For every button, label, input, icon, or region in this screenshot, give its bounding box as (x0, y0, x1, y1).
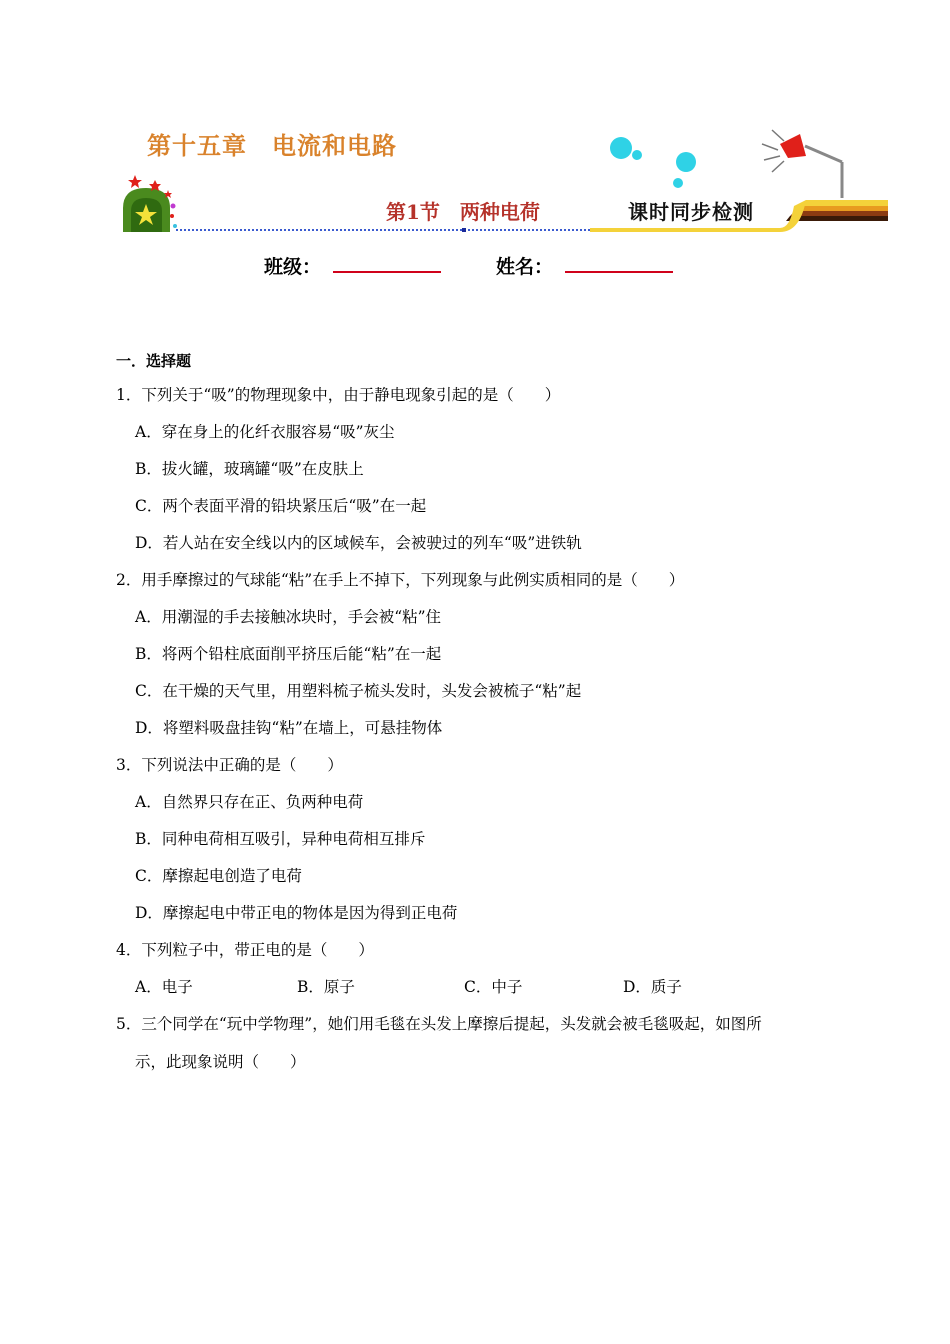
question-1-option-c: C．两个表面平滑的铅块紧压后“吸”在一起 (135, 497, 427, 515)
question-4-stem: 4．下列粒子中，带正电的是（ ） (116, 941, 374, 959)
question-4-option-c: C．中子 (464, 978, 523, 996)
name-field[interactable] (565, 271, 673, 273)
question-4-option-b: B．原子 (297, 978, 355, 996)
chapter-title: 第十五章 电流和电路 (147, 131, 397, 160)
question-4-option-d: D．质子 (623, 978, 682, 996)
bubble-icon (676, 152, 696, 172)
question-2-option-c: C．在干燥的天气里，用塑料梳子梳头发时，头发会被梳子“粘”起 (135, 682, 582, 700)
question-3-option-a: A．自然界只存在正、负两种电荷 (135, 793, 364, 811)
question-5-stem-cont: 示，此现象说明（ ） (135, 1053, 306, 1071)
bubble-icon (632, 150, 642, 160)
class-label: 班级： (264, 256, 322, 278)
question-1-option-a: A．穿在身上的化纤衣服容易“吸”灰尘 (135, 423, 395, 441)
question-1-stem: 1．下列关于“吸”的物理现象中，由于静电现象引起的是（ ） (116, 386, 561, 404)
question-5-stem: 5．三个同学在“玩中学物理”，她们用毛毯在头发上摩擦后提起，头发就会被毛毯吸起，如图所 (116, 1015, 762, 1033)
desk-lamp-icon (762, 130, 842, 198)
class-field[interactable] (333, 271, 441, 273)
question-3-option-b: B．同种电荷相互吸引，异种电荷相互排斥 (135, 830, 426, 848)
star-badge-icon (123, 175, 177, 232)
bubble-icon (673, 178, 683, 188)
question-1-option-d: D．若人站在安全线以内的区域候车，会被驶过的列车“吸”进铁轨 (135, 534, 582, 552)
tagline: 课时同步检测 (628, 200, 754, 224)
name-label: 姓名： (496, 256, 554, 278)
question-2-option-b: B．将两个铅柱底面削平挤压后能“粘”在一起 (135, 645, 442, 663)
question-4-option-a: A．电子 (135, 978, 193, 996)
section-heading: 一．选择题 (116, 352, 192, 370)
section-title: 第1节 两种电荷 (386, 200, 540, 224)
question-3-stem: 3．下列说法中正确的是（ ） (116, 756, 343, 774)
question-2-option-d: D．将塑料吸盘挂钩“粘”在墙上，可悬挂物体 (135, 719, 443, 737)
question-3-option-d: D．摩擦起电中带正电的物体是因为得到正电荷 (135, 904, 458, 922)
question-2-option-a: A．用潮湿的手去接触冰块时，手会被“粘”住 (135, 608, 442, 626)
question-3-option-c: C．摩擦起电创造了电荷 (135, 867, 302, 885)
question-2-stem: 2．用手摩擦过的气球能“粘”在手上不掉下，下列现象与此例实质相同的是（ ） (116, 571, 685, 589)
question-1-option-b: B．拔火罐，玻璃罐“吸”在皮肤上 (135, 460, 364, 478)
bubble-icon (610, 137, 632, 159)
